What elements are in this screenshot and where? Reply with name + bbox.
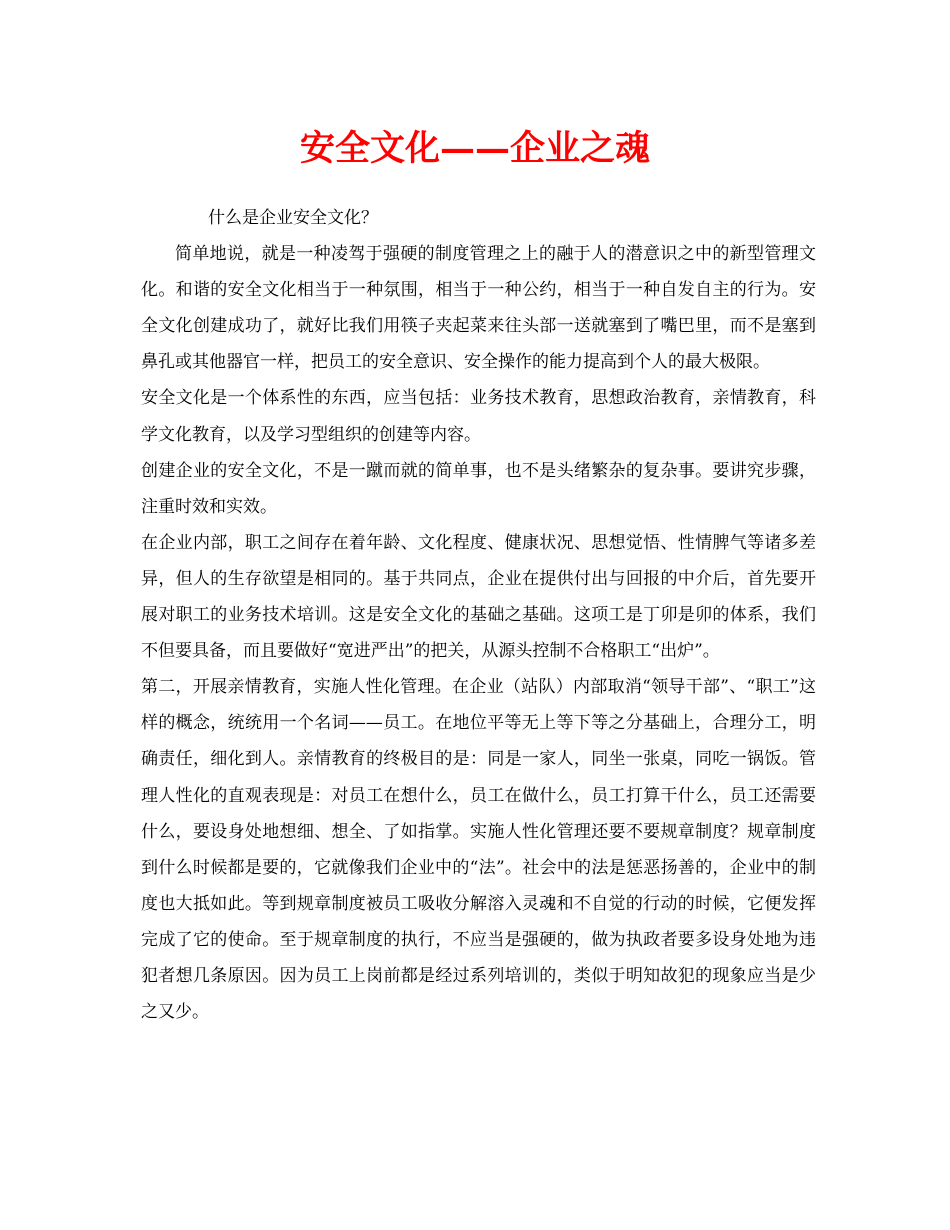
paragraph-definition: 简单地说，就是一种凌驾于强硬的制度管理之上的融于人的潜意识之中的新型管理文化。和谐的安全文化相当于一种氛围，相当于一种公约，相当于一种自发自主的行为。安全文化创建成功了，就好比我们用筷子夹起菜来往头部一送就塞到了嘴巴里，而不是塞到鼻孔或其他器官一样，把员工的安全意识、安全操作的能力提高到个人的最大极限。 (141, 244, 816, 373)
paragraph-steps: 创建企业的安全文化，不是一蹴而就的简单事，也不是头绪繁杂的复杂事。要讲究步骤，注重时效和实效。 (141, 460, 816, 517)
paragraph-training: 在企业内部，职工之间存在着年龄、文化程度、健康状况、思想觉悟、性情脾气等诸多差异，但人的生存欲望是相同的。基于共同点，企业在提供付出与回报的中介后，首先要开展对职工的业务技术培训。这是安全文化的基础之基础。这项工是丁卯是卯的体系，我们不但要具备，而且要做好“宽进严出”的把关，从源头控制不合格职工“出炉”。 (141, 532, 816, 662)
paragraph-question: 什么是企业安全文化？ (208, 208, 378, 228)
document-body (141, 200, 816, 1030)
document-title: 安全文化——企业之魂 (299, 128, 650, 169)
paragraph-system: 安全文化是一个体系性的东西，应当包括：业务技术教育，思想政治教育，亲情教育，科学文化教育，以及学习型组织的创建等内容。 (141, 388, 816, 445)
paragraph-humanized-management: 第二，开展亲情教育，实施人性化管理。在企业（站队）内部取消“领导干部”、“职工”这样的概念，统统用一个名词——员工。在地位平等无上等下等之分基础上，合理分工，明确责任，细化到人。亲情教育的终极目的是：同是一家人，同坐一张桌，同吃一锅饭。管理人性化的直观表现是：对员工在想什么，员工在做什么，员工打算干什么，员工还需要什么，要设身处地想细、想全、了如指掌。实施人性化管理还要不要规章制度？规章制度到什么时候都是要的，它就像我们企业中的“法”。社会中的法是惩恶扬善的，企业中的制度也大抵如此。等到规章制度被员工吸收分解溶入灵魂和不自觉的行动的时候，它便发挥完成了它的使命。至于规章制度的执行，不应当是强硬的，做为执政者要多设身处地为违犯者想几条原因。因为员工上岗前都是经过系列培训的，类似于明知故犯的现象应当是少之又少。 (141, 677, 816, 1023)
